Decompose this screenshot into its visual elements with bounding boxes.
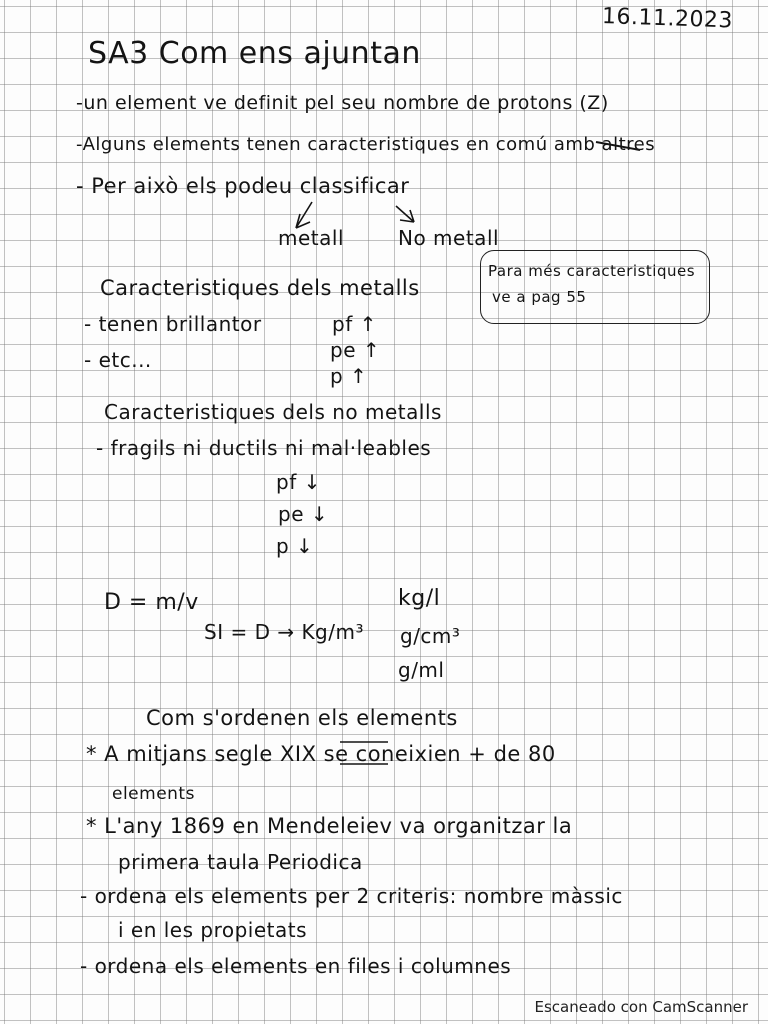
section-line-4: - ordena els elements en files i columnes: [80, 954, 512, 978]
unit-kg-l: kg/l: [398, 586, 441, 611]
section-line-3: - ordena els elements per 2 criteris: nombre màssic: [80, 884, 623, 908]
line-caracteristiques: -Alguns elements tenen caracteristiques en comú amb altres: [76, 134, 656, 155]
label-no-metall: No metall: [398, 226, 500, 250]
arrow-to-no-metall-icon: [396, 206, 414, 222]
nonmetals-heading: Caracteristiques dels no metalls: [104, 400, 442, 424]
date-top: 16.11.2023: [601, 4, 734, 34]
si-units: SI = D → Kg/m³: [204, 620, 364, 644]
nonmetals-pf: pf ↓: [276, 470, 321, 494]
page-title: SA3 Com ens ajuntan: [88, 36, 421, 71]
arrow-to-metall-icon: [296, 202, 312, 228]
camscanner-watermark: Escaneado con CamScanner: [534, 998, 748, 1016]
metals-heading: Caracteristiques dels metalls: [100, 276, 420, 300]
line-classificar: - Per això els podeu classificar: [76, 174, 410, 198]
section-line-1b: elements: [112, 784, 195, 804]
section-line-3b: i en les propietats: [118, 918, 308, 942]
section-line-2: * L'any 1869 en Mendeleiev va organitzar la: [86, 814, 573, 838]
metals-p: p ↑: [330, 364, 368, 388]
metals-pe: pe ↑: [330, 338, 381, 362]
nonmetals-pe: pe ↓: [278, 502, 329, 526]
label-metall: metall: [278, 226, 344, 250]
nonmetals-p: p ↓: [276, 534, 314, 558]
metals-pf: pf ↑: [332, 312, 377, 336]
note-line-2: ve a pag 55: [492, 288, 587, 306]
unit-g-ml: g/ml: [398, 658, 445, 682]
section-line-2b: primera taula Periodica: [118, 850, 363, 874]
section-line-1: * A mitjans segle XIX se coneixien + de 80: [86, 742, 556, 766]
density-formula: D = m/v: [104, 590, 199, 615]
note-line-1: Para més caracteristiques: [488, 262, 696, 280]
section-heading: Com s'ordenen els elements: [146, 706, 458, 730]
metals-item-brillantor: - tenen brillantor: [84, 312, 262, 336]
unit-g-cm3: g/cm³: [400, 624, 461, 648]
metals-item-etc: - etc...: [84, 348, 152, 372]
line-protons: -un element ve definit pel seu nombre de protons (Z): [76, 92, 609, 114]
nonmetals-item-fragils: - fragils ni ductils ni mal·leables: [96, 436, 432, 460]
